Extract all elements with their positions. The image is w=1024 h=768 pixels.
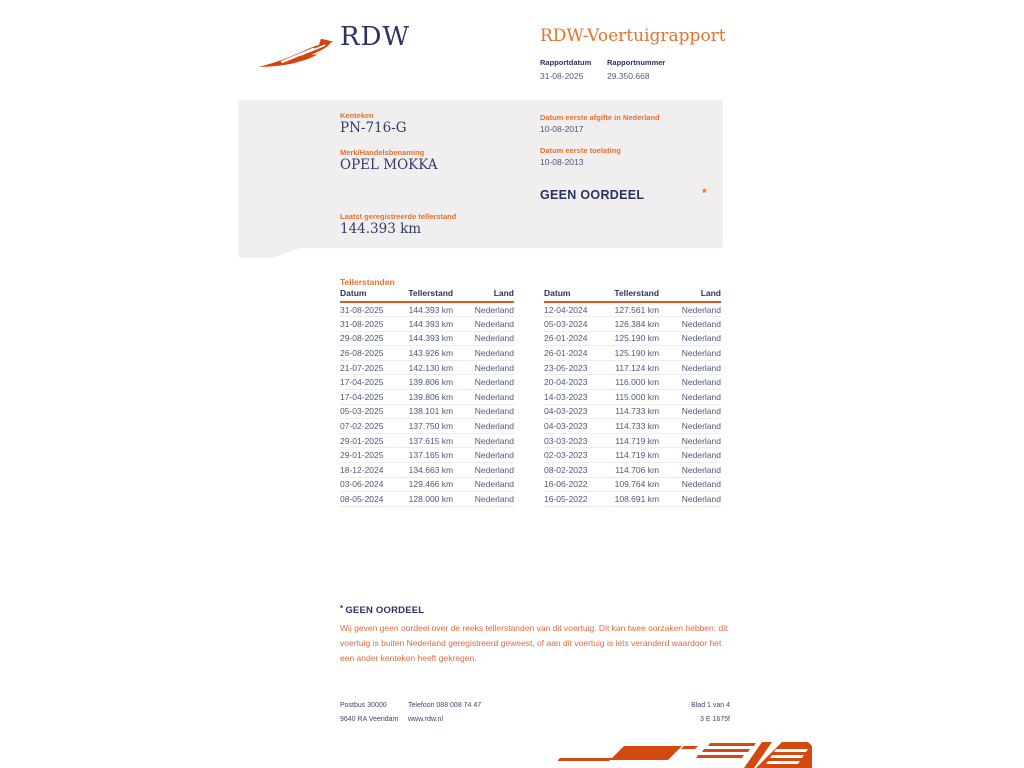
table-row [340,390,514,405]
table-cell: Nederland [453,317,514,332]
laatste-tellerstand-value: 144.393 km [340,221,422,237]
column-header: Tellerstand [604,288,659,302]
rapportdatum-value: 31-08-2025 [540,71,584,81]
table-row [544,433,721,448]
table-cell: 29-08-2025 [340,331,399,346]
table-cell: Nederland [659,375,721,390]
rapportdatum-label: Rapportdatum [540,58,592,67]
table-cell: 144.393 km [399,317,453,332]
table-cell: 128.000 km [399,492,453,507]
table-cell: 117.124 km [604,360,659,375]
table-cell: 137.750 km [399,419,453,434]
table-cell: 109.764 km [604,477,659,492]
table-cell: 04-03-2023 [544,404,604,419]
footer-address-line1: Postbus 30000 [340,702,387,709]
table-cell: Nederland [453,375,514,390]
merk-value: OPEL MOKKA [340,157,438,173]
table-cell: Nederland [659,419,721,434]
rdw-wing-logo-icon [256,26,336,74]
tellerstanden-heading: Tellerstanden [340,277,395,287]
table-cell: Nederland [453,302,514,317]
table-cell: 139.806 km [399,375,453,390]
eerste-toelating-label: Datum eerste toelating [540,146,621,155]
table-cell: 134.663 km [399,463,453,478]
kenteken-value: PN-716-G [340,120,407,136]
table-cell: 02-03-2023 [544,448,604,463]
table-row [544,360,721,375]
table-cell: 142.130 km [399,360,453,375]
table-cell: 05-03-2025 [340,404,399,419]
table-row [544,317,721,332]
footer-phone: Telefoon 088 008 74 47 [408,702,482,709]
table-cell: 129.466 km [399,477,453,492]
tellerstanden-table-right [544,288,721,507]
footnote-text: Wij geven geen oordeel over de reeks tellerstanden van dit voertuig. Dit kan twee oorzaken hebben: dit voertuig is buiten Nederland geregistreerd geweest, of aan dit voertuig is iets veranderd waardoor het een ander kenteken heeft gekregen. [340,623,728,663]
page-title: RDW-Voertuigrapport [540,26,726,46]
footnote-asterisk: * [340,604,344,613]
column-header: Datum [340,288,399,302]
table-row [544,404,721,419]
table-cell: 114.719 km [604,448,659,463]
table-cell: Nederland [659,317,721,332]
kenteken-label: Kenteken [340,111,374,120]
table-row [340,375,514,390]
table-cell: Nederland [453,390,514,405]
footer-website: www.rdw.nl [408,716,444,723]
table-cell: 114.706 km [604,463,659,478]
footer-page-number: Blad 1 van 4 [691,702,730,709]
table-cell: 21-07-2025 [340,360,399,375]
table-cell: 14-03-2023 [544,390,604,405]
table-cell: Nederland [659,463,721,478]
table-row [340,433,514,448]
table-cell: Nederland [453,419,514,434]
table-row [340,317,514,332]
table-cell: 31-08-2025 [340,302,399,317]
oordeel-asterisk: * [702,186,707,200]
table-row [544,346,721,361]
column-header: Tellerstand [399,288,453,302]
table-row [544,375,721,390]
table-cell: 115.000 km [604,390,659,405]
table-cell: Nederland [659,448,721,463]
column-header: Land [659,288,721,302]
table-cell: 07-02-2025 [340,419,399,434]
column-header: Land [453,288,514,302]
table-cell: 29-01-2025 [340,433,399,448]
table-cell: 04-03-2023 [544,419,604,434]
table-row [544,419,721,434]
footnote-title [340,604,740,616]
table-row [340,331,514,346]
eerste-afgifte-label: Datum eerste afgifte in Nederland [540,113,660,122]
table-cell: Nederland [453,346,514,361]
table-cell: Nederland [659,404,721,419]
table-cell: 114.719 km [604,433,659,448]
table-row [544,448,721,463]
report-meta [540,58,665,81]
table-row [340,346,514,361]
footnote-title-text: GEEN OORDEEL [345,605,425,616]
table-cell: 137.165 km [399,448,453,463]
table-cell: 16-05-2022 [544,492,604,507]
column-header: Datum [544,288,604,302]
footer-address-line2: 9640 RA Veendam [340,716,399,723]
table-cell: 12-04-2024 [544,302,604,317]
table-cell: 144.393 km [399,302,453,317]
table-cell: 114.733 km [604,419,659,434]
table-row [544,477,721,492]
table-row [544,390,721,405]
table-cell: Nederland [453,477,514,492]
table-cell: Nederland [659,346,721,361]
rdw-wordmark: RDW [340,22,411,52]
tellerstanden-tables [340,288,721,507]
table-cell: 139.806 km [399,390,453,405]
table-cell: 127.561 km [604,302,659,317]
geen-oordeel-footnote [340,604,740,665]
table-cell: 108.691 km [604,492,659,507]
laatste-tellerstand-label: Laatst geregistreerde tellerstand [340,212,457,221]
table-cell: Nederland [453,360,514,375]
table-cell: 144.393 km [399,331,453,346]
table-row [340,477,514,492]
table-row [544,302,721,317]
table-cell: 126.384 km [604,317,659,332]
rapportnummer-value: 29.350.668 [607,71,650,81]
table-cell: 143.926 km [399,346,453,361]
table-cell: Nederland [659,302,721,317]
table-cell: 31-08-2025 [340,317,399,332]
table-cell: 114.733 km [604,404,659,419]
table-row [340,448,514,463]
table-cell: 125.190 km [604,346,659,361]
table-header-row [340,288,514,302]
panel-corner-tab [238,248,300,258]
table-row [544,463,721,478]
table-cell: Nederland [659,360,721,375]
table-cell: 17-04-2025 [340,390,399,405]
table-cell: 05-03-2024 [544,317,604,332]
table-cell: Nederland [659,390,721,405]
table-row [340,360,514,375]
table-cell: Nederland [659,331,721,346]
table-cell: Nederland [659,492,721,507]
table-cell: 23-05-2023 [544,360,604,375]
table-cell: 116.000 km [604,375,659,390]
table-cell: Nederland [453,433,514,448]
footer-form-code: 3 E 1675f [700,716,730,723]
table-cell: Nederland [453,463,514,478]
rapportnummer-label: Rapportnummer [607,58,666,67]
eerste-toelating-value: 10-08-2013 [540,157,584,167]
table-row [544,331,721,346]
table-cell: 125.190 km [604,331,659,346]
table-row [544,492,721,507]
table-cell: 03-03-2023 [544,433,604,448]
table-cell: 20-04-2023 [544,375,604,390]
table-cell: 18-12-2024 [340,463,399,478]
vehicle-summary-panel [238,100,723,248]
table-cell: 16-06-2022 [544,477,604,492]
speed-stripes-graphic [558,738,812,768]
table-cell: 26-01-2024 [544,346,604,361]
merk-label: Merk/Handelsbenaming [340,148,425,157]
table-row [340,463,514,478]
table-row [340,419,514,434]
table-cell: 29-01-2025 [340,448,399,463]
tellerstanden-table-left [340,288,514,507]
table-cell: Nederland [659,477,721,492]
table-row [340,492,514,507]
table-cell: Nederland [453,492,514,507]
table-cell: 26-01-2024 [544,331,604,346]
table-cell: Nederland [453,331,514,346]
page-footer [340,702,730,723]
table-row [340,302,514,317]
table-cell: 138.101 km [399,404,453,419]
table-cell: 26-08-2025 [340,346,399,361]
table-cell: 03-06-2024 [340,477,399,492]
table-cell: Nederland [453,404,514,419]
table-row [340,404,514,419]
table-cell: Nederland [659,433,721,448]
table-cell: 08-02-2023 [544,463,604,478]
table-cell: 08-05-2024 [340,492,399,507]
table-cell: Nederland [453,448,514,463]
table-header-row [544,288,721,302]
table-cell: 17-04-2025 [340,375,399,390]
eerste-afgifte-value: 10-08-2017 [540,124,584,134]
oordeel-badge: GEEN OORDEEL [540,188,645,202]
table-cell: 137.615 km [399,433,453,448]
